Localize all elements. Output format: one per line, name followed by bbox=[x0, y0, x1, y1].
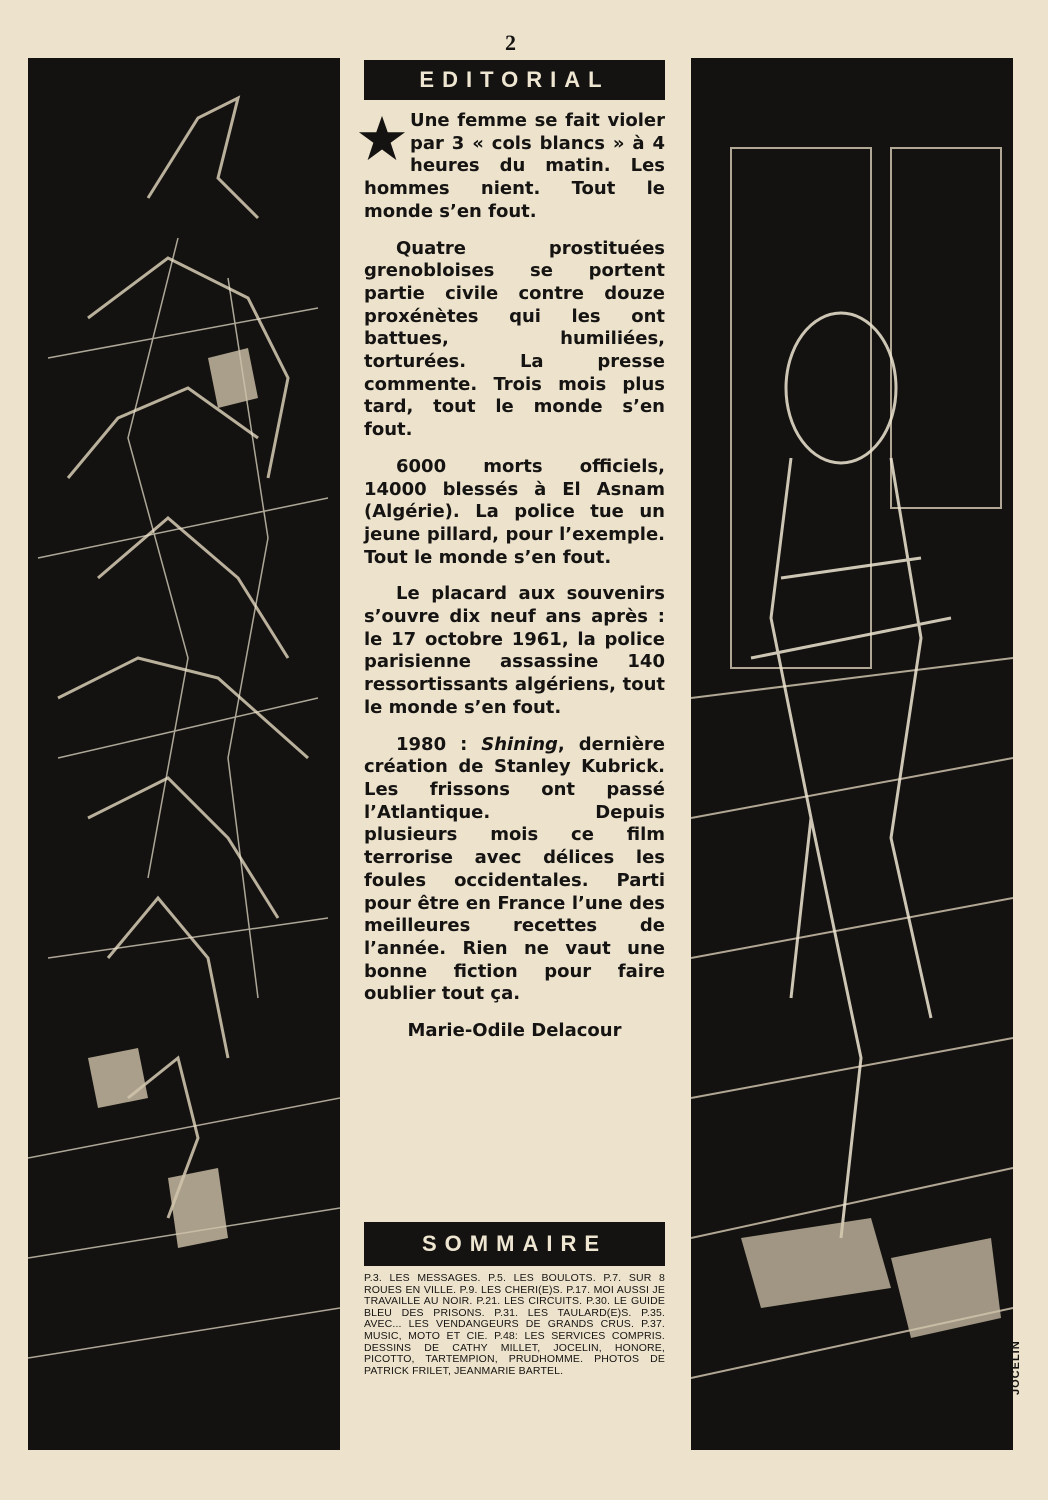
editorial-paragraph: 6000 morts officiels, 14000 blessés à El Asnam (Algérie). La police tue un jeune pillard, pour l’exemple. Tout le monde s’en fout. bbox=[364, 455, 665, 568]
editorial-paragraph: Une femme se fait violer par 3 « cols blancs » à 4 heures du matin. Les hommes nient. Tout le monde s’en fout. bbox=[364, 110, 665, 224]
sommaire-list: P.3. LES MESSAGES. P.5. LES BOULOTS. P.7. SUR 8 ROUES EN VILLE. P.9. LES CHERI(E)S. P.17. MOI AUSSI JE TRAVAILLE AU NOIR. P.21. LES CIRCUITS. P.30. LE GUIDE BLEU DES PRISONS. P.31. LES TAULARD(E)S. P.35. AVEC... LES VENDANGEURS DE GRANDS CRUS. P.37. MUSIC, MOTO ET CIE. P.48: LES SERVICES COMPRIS. DESSINS DE CATHY MILLET, JOCELIN, HONORE, PICOTTO, TARTEMPION, PRUDHOMME. PHOTOS DE PATRICK FRILET, JEANMARIE BARTEL. bbox=[364, 1272, 665, 1377]
sommaire-heading: SOMMAIRE bbox=[364, 1222, 665, 1266]
left-illustration bbox=[28, 58, 340, 1450]
editorial-paragraph: Le placard aux souvenirs s’ouvre dix neuf ans après : le 17 octobre 1961, la police parisienne assassine 140 ressortissants algériens, tout le monde s’en fout. bbox=[364, 583, 665, 718]
editorial-paragraph: 1980 : Shining, dernière création de Stanley Kubrick. Les frissons ont passé l’Atlantique. Depuis plusieurs mois ce film terrorise avec délices les foules occidentales. Parti pour être en France l’une des meilleures recettes de l’année. Rien ne vaut une bonne fiction pour faire oublier tout ça. bbox=[364, 733, 665, 1005]
illustration-credit: JOCELIN bbox=[1010, 1340, 1022, 1395]
editorial-heading: EDITORIAL bbox=[364, 60, 665, 100]
author-signature: Marie-Odile Delacour bbox=[407, 1020, 622, 1042]
film-title: Shining bbox=[481, 733, 558, 755]
page-number: 2 bbox=[505, 30, 516, 55]
editorial-paragraph: Quatre prostituées grenobloises se portent partie civile contre douze proxénètes qui les ont battues, humiliées, torturées. La presse commente. Trois mois plus tard, tout le monde s’en fout. bbox=[364, 237, 665, 441]
right-illustration bbox=[691, 58, 1013, 1450]
editorial-body bbox=[364, 110, 665, 1057]
star-icon bbox=[358, 114, 406, 162]
